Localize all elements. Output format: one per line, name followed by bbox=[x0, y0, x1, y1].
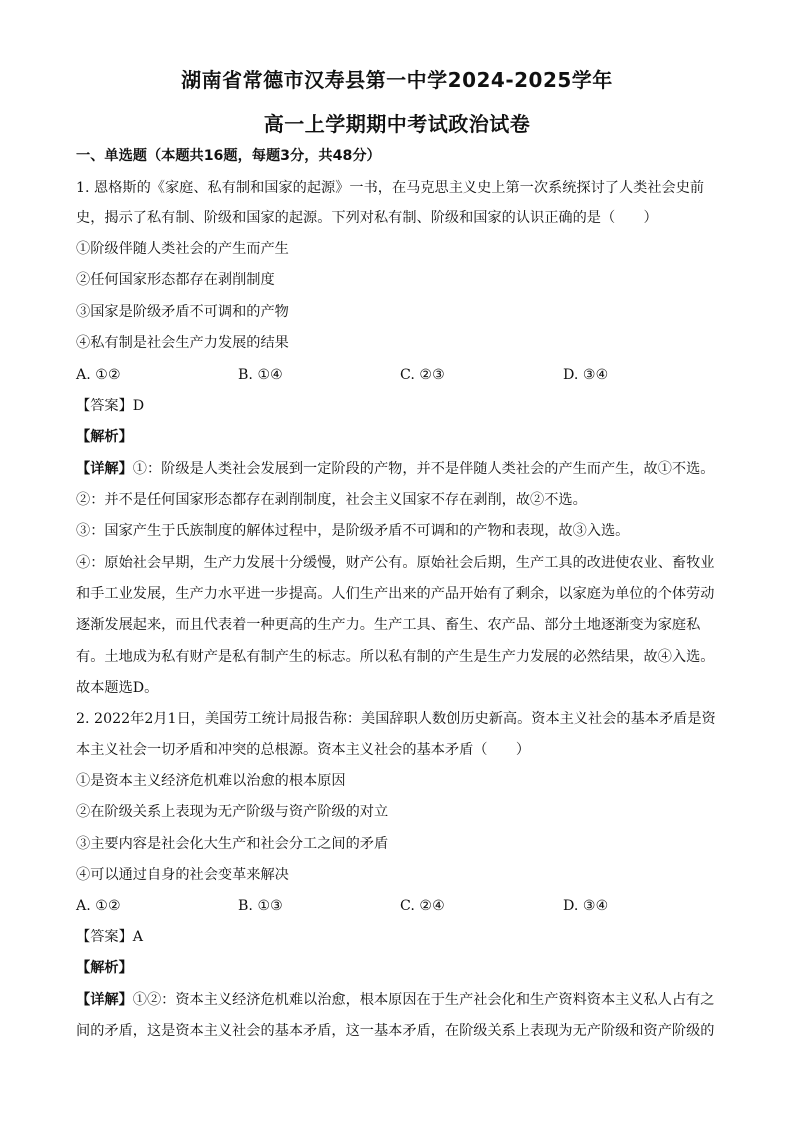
q2-statement-3: ③主要内容是社会化大生产和社会分工之间的矛盾 bbox=[76, 836, 389, 852]
q1-detail-line2: ②：并不是任何国家形态都存在剥削制度，社会主义国家不存在剥削，故②不选。 bbox=[76, 492, 587, 508]
q1-detail-line1 bbox=[76, 459, 714, 479]
q1-analysis-label: 【解析】 bbox=[76, 429, 133, 445]
q1-detail-line5: 和手工业发展，生产力水平进一步提高。人们生产出来的产品开始有了剩余，以家庭为单位的个体劳动 bbox=[76, 586, 715, 602]
q1-answer: 【答案】D bbox=[76, 398, 145, 414]
q1-statement-1: ①阶级伴随人类社会的产生而产生 bbox=[76, 241, 289, 257]
q1-option-a: A. ①② bbox=[76, 367, 121, 383]
q2-statement-1: ①是资本主义经济危机难以治愈的根本原因 bbox=[76, 773, 346, 789]
section-heading: 一、单选题（本题共16题，每题3分，共48分） bbox=[76, 148, 381, 164]
q2-detail-line2: 间的矛盾，这是资本主义社会的基本矛盾，这一基本矛盾，在阶级关系上表现为无产阶级和资产阶级的 bbox=[76, 1023, 715, 1039]
q1-statement-2: ②任何国家形态都存在剥削制度 bbox=[76, 272, 275, 288]
q1-statement-4: ④私有制是社会生产力发展的结果 bbox=[76, 335, 289, 351]
document-title-line2: 高一上学期期中考试政治试卷 bbox=[263, 112, 531, 136]
q1-conclusion: 故本题选D。 bbox=[76, 680, 159, 696]
q1-detail-line6: 逐渐发展起来，而且代表着一种更高的生产力。生产工具、畜生、农产品、部分土地逐渐变为家庭私 bbox=[76, 617, 701, 633]
q2-answer: 【答案】A bbox=[76, 929, 143, 945]
q1-detail-line7: 有。土地成为私有财产是私有制产生的标志。所以私有制的产生是生产力发展的必然结果，故④入选。 bbox=[76, 649, 715, 665]
q1-statement-3: ③国家是阶级矛盾不可调和的产物 bbox=[76, 304, 289, 320]
q1-detail-line4: ④：原始社会早期，生产力发展十分缓慢，财产公有。原始社会后期，生产工具的改进使农业、畜牧业 bbox=[76, 555, 715, 571]
document-title-line1: 湖南省常德市汉寿县第一中学2024-2025学年 bbox=[181, 68, 613, 92]
q1-stem-line1: 1. 恩格斯的《家庭、私有制和国家的起源》一书，在马克思主义史上第一次系统探讨了人类社会史前 bbox=[76, 180, 705, 196]
q1-detail-text1: ①：阶级是人类社会发展到一定阶段的产物，并不是伴随人类社会的产生而产生，故①不选。 bbox=[132, 461, 715, 477]
q2-detail-text1: ①②：资本主义经济危机难以治愈，根本原因在于生产社会化和生产资料资本主义私人占有之 bbox=[132, 992, 715, 1008]
q2-detail-line1 bbox=[76, 990, 714, 1010]
q1-option-b: B. ①④ bbox=[238, 367, 283, 383]
q2-stem-line1: 2. 2022年2月1日，美国劳工统计局报告称：美国辞职人数创历史新高。资本主义社会的基本矛盾是资 bbox=[76, 711, 716, 727]
q1-stem-line2: 史，揭示了私有制、阶级和国家的起源。下列对私有制、阶级和国家的认识正确的是（ ） bbox=[76, 210, 658, 226]
q1-option-c: C. ②③ bbox=[400, 367, 445, 383]
q2-option-b: B. ①③ bbox=[238, 898, 283, 914]
q2-option-d: D. ③④ bbox=[563, 898, 609, 914]
q1-detail-line3: ③：国家产生于氏族制度的解体过程中，是阶级矛盾不可调和的产物和表现，故③入选。 bbox=[76, 523, 630, 539]
q2-option-c: C. ②④ bbox=[400, 898, 445, 914]
q2-detail-label: 【详解】 bbox=[76, 992, 133, 1008]
q2-stem-line2: 本主义社会一切矛盾和冲突的总根源。资本主义社会的基本矛盾（ ） bbox=[76, 742, 531, 758]
q2-statement-2: ②在阶级关系上表现为无产阶级与资产阶级的对立 bbox=[76, 804, 389, 820]
q2-option-a: A. ①② bbox=[76, 898, 121, 914]
q1-detail-label: 【详解】 bbox=[76, 461, 133, 477]
q2-analysis-label: 【解析】 bbox=[76, 960, 133, 976]
q2-statement-4: ④可以通过自身的社会变革来解决 bbox=[76, 867, 289, 883]
q1-option-d: D. ③④ bbox=[563, 367, 609, 383]
